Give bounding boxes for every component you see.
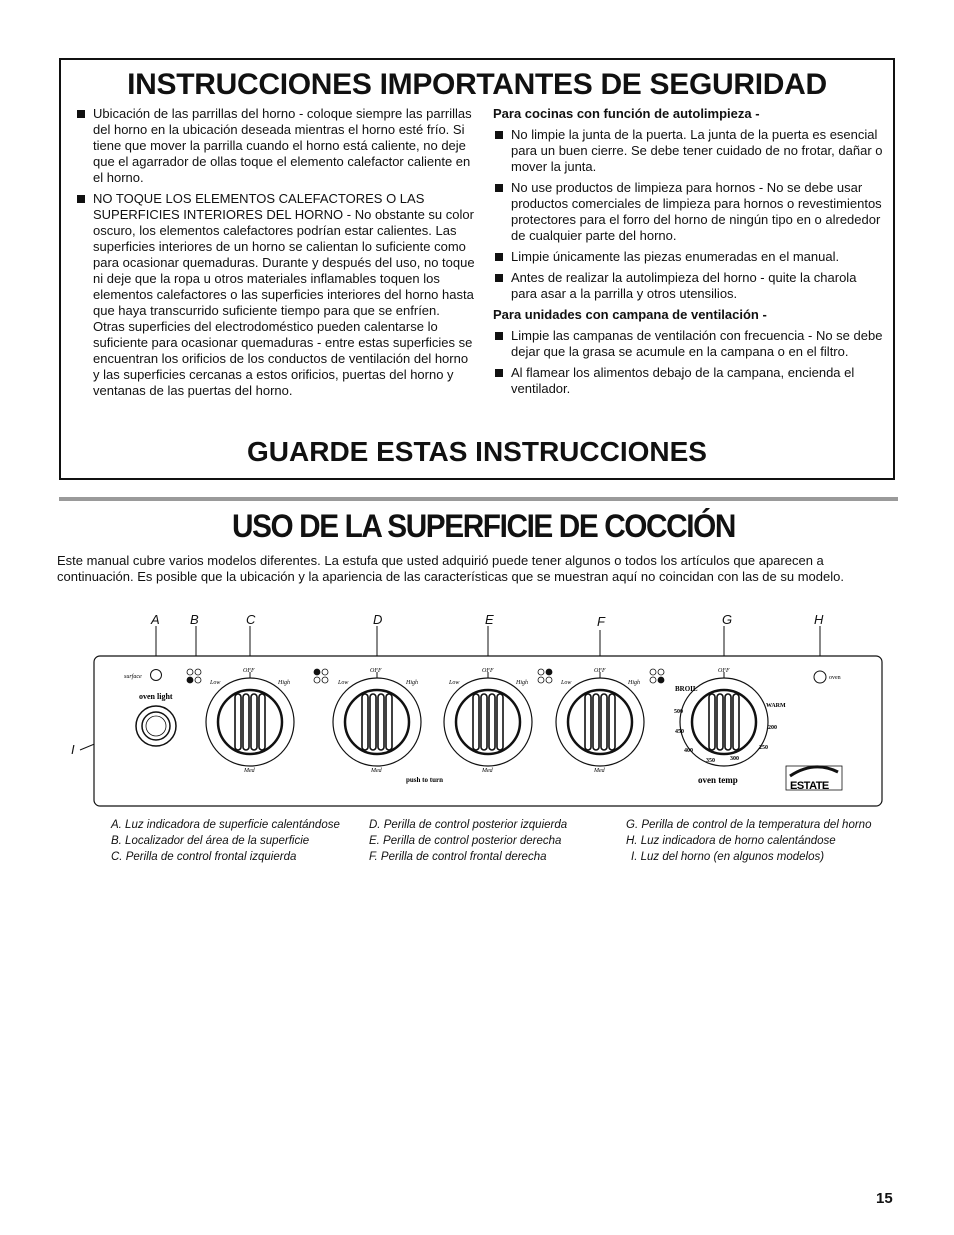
callout-letter-a: A [151,612,160,627]
knob-f-med-label: Med [594,768,605,774]
caption-col-1 [111,819,351,864]
bullet-square-icon [495,369,503,377]
knob-c-med-label: Med [244,768,255,774]
caption-g: G. Perilla de control de la temperatura del horno [626,819,872,831]
safety-instructions-box [59,58,895,480]
bullet-square-icon [77,110,85,118]
list-item: NO TOQUE LOS ELEMENTOS CALEFACTORES O LAS SUPERFICIES INTERIORES DEL HORNO - No obstante su color oscuro, los elementos calefactores podrían estar calientes. Las superficies interiores de un horno se calientan lo suficiente como para ocasionar quemaduras. Durante y después del uso, no toque ni deje que la ropa u otros materiales inflamables toquen los elementos calefactores o las superficies interiores del horno hasta que haya transcurrido suficiente tiempo para que se enfríen. Otras superficies del electrodoméstico pueden calentarse lo suficiente para ocasionar quemaduras - entre estas superficies se encuentran los orificios de los conductos de ventilación del horno y las superficies cercanas a estos orificios, puertas del horno y ventanas de las puertas del horno. [75,191,475,399]
list-item: Antes de realizar la autolimpieza del horno - quite la charola para asar a la parrilla y otros utensilios. [493,270,885,302]
oven-indicator-light [814,671,826,683]
temp-label-200: 200 [768,725,777,731]
callout-letter-d: D [373,612,383,627]
knob-f-high-label: High [628,680,640,686]
section-divider [59,497,898,501]
knob-e-low-label: Low [449,680,460,686]
knob-f-off-label: OFF [594,668,606,674]
brand-label: ESTATE [790,780,829,792]
caption-e: E. Perilla de control posterior derecha [369,835,562,847]
caption-col-2 [369,819,609,864]
knob-e-med-label: Med [482,768,493,774]
caption-d: D. Perilla de control posterior izquierda [369,819,568,831]
knob-d-off-label: OFF [370,668,382,674]
temp-label-300: 300 [730,756,739,762]
caption-a: A. Luz indicadora de superficie calentándose [111,819,340,831]
bullet-square-icon [495,131,503,139]
caption-c: C. Perilla de control frontal izquierda [111,851,297,863]
temp-label-450: 450 [675,729,684,735]
surface-indicator-light [151,670,162,681]
surface-label: surface [124,674,142,680]
caption-i: I. Luz del horno (en algunos modelos) [631,851,825,863]
callout-letter-e: E [485,612,494,627]
intro-paragraph: Este manual cubre varios modelos diferentes. La estufa que usted adquirió puede tener algunos o todos los artículos que aparecen a continuación. Es posible que la ubicación y la apariencia de las características que se muestran aquí no coincidan con las de su modelo. [57,553,844,584]
oven-light-switch[interactable] [136,706,176,746]
list-item: No use productos de limpieza para hornos - No se debe usar productos comerciales de limpieza para hornos o revestimientos protectores para el forro del horno de ningún tipo en o alrededor de cualquier parte del horno. [493,180,885,244]
bullet-square-icon [495,184,503,192]
knob-d-high-label: High [406,680,418,686]
bullet-square-icon [495,274,503,282]
callout-letter-h: H [814,612,824,627]
caption-b: B. Localizador del área de la superficie [111,835,310,847]
bullet-square-icon [495,253,503,261]
page-number: 15 [876,1190,893,1207]
self-clean-heading: Para cocinas con función de autolimpieza - [493,106,760,121]
vent-heading: Para unidades con campana de ventilación - [493,307,767,322]
callout-letter-c: C [246,612,256,627]
callout-letter-f: F [597,614,605,629]
knob-g-off-label: OFF [718,668,730,674]
estate-logo [786,766,842,792]
knob-c-off-label: OFF [243,668,255,674]
temp-label-350: 350 [706,758,715,764]
callout-letter-b: B [190,612,199,627]
caption-col-3 [626,819,876,864]
knob-e-off-label: OFF [482,668,494,674]
list-item: Al flamear los alimentos debajo de la campana, encienda el ventilador. [493,365,885,397]
list-item: No limpie la junta de la puerta. La junta de la puerta es esencial para un buen cierre. Se debe tener cuidado de no frotar, dañar o mover la junta. [493,127,885,175]
broil-label: BROIL [675,685,698,693]
section-title: USO DE LA SUPERFICIE DE COCCIÓN [232,508,735,544]
callout-letter-i: I [71,742,75,757]
oven-temp-label: oven temp [698,775,738,785]
save-instructions-title: GUARDE ESTAS INSTRUCCIONES [247,436,707,467]
temp-label-500: 500 [674,709,683,715]
oven-light-label: oven light [139,692,173,701]
control-panel-diagram [60,626,886,810]
oven-label: oven [829,675,841,681]
temp-label-400: 400 [684,748,693,754]
warm-label: WARM [766,703,786,709]
knob-e-high-label: High [516,680,528,686]
caption-h: H. Luz indicadora de horno calentándose [626,835,836,847]
push-to-turn-label: push to turn [406,776,443,784]
list-item: Limpie las campanas de ventilación con frecuencia - No se debe dejar que la grasa se acumule en la campana o en el filtro. [493,328,885,360]
knob-c-high-label: High [278,680,290,686]
callout-letter-g: G [722,612,733,627]
knob-c-low-label: Low [210,680,221,686]
bullet-square-icon [495,332,503,340]
list-item: Limpie únicamente las piezas enumeradas en el manual. [493,249,885,265]
caption-f: F. Perilla de control frontal derecha [369,851,547,863]
knob-d-med-label: Med [371,768,382,774]
safety-left-column [75,106,475,404]
safety-right-column [493,106,885,402]
knob-d-low-label: Low [338,680,349,686]
safety-title: INSTRUCCIONES IMPORTANTES DE SEGURIDAD [127,68,827,101]
temp-label-250: 250 [759,745,768,751]
bullet-square-icon [77,195,85,203]
knob-f-low-label: Low [561,680,572,686]
list-item: Ubicación de las parrillas del horno - coloque siempre las parrillas del horno en la ubicación deseada mientras el horno esté frío. Si tiene que mover la parrilla cuando el horno está caliente, no deje que el agarrador de ollas toque el elemento calefactor caliente en el horno. [75,106,475,186]
